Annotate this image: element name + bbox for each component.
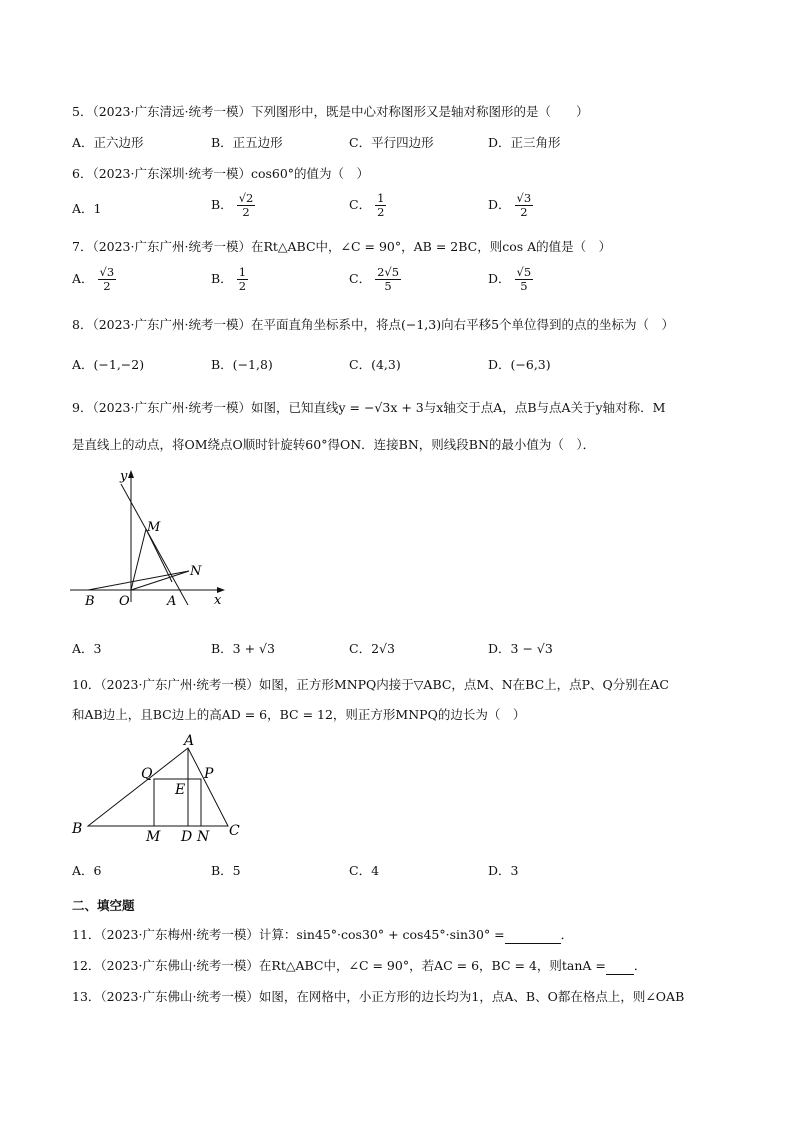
q7-option-b: [211, 266, 248, 293]
q6-b-numerator: √2: [238, 191, 254, 205]
q9-segment-mn: [146, 529, 172, 582]
q7-d-numerator: √5: [516, 265, 532, 279]
q12-stem: 12．（2023·广东佛山·统考一模）在Rt△ABC中，∠C = 90°，若AC = 6，BC = 4，则tanA =: [72, 958, 606, 973]
q5-option-c: C．平行四边形: [349, 135, 434, 150]
q6-c-denominator: 2: [377, 205, 385, 219]
q7-d-label: D．: [488, 271, 511, 286]
q9-label-b: B: [85, 594, 95, 609]
q10-label-b: B: [72, 821, 83, 837]
q12-answer-blank[interactable]: [606, 962, 634, 975]
q7-d-denominator: 5: [520, 279, 528, 293]
q9-option-c: C．2√3: [349, 641, 395, 656]
q5-option-a: A．正六边形: [72, 135, 144, 150]
q9-option-d: D．3 − √3: [488, 641, 553, 656]
q11-answer-blank[interactable]: [505, 931, 561, 944]
q9-option-b: B．3 + √3: [211, 641, 275, 656]
q9-label-o: O: [119, 594, 130, 609]
q6-b-denominator: 2: [242, 205, 250, 219]
q7-b-fraction: [237, 266, 248, 293]
q9-label-n: N: [190, 564, 202, 579]
q10-stem-line2: 和AB边上，且BC边上的高AD = 6，BC = 12，则正方形MNPQ的边长为（ ）: [72, 707, 526, 722]
q10-option-a: A．6: [72, 863, 102, 878]
q8-option-d: D．(−6,3): [488, 357, 551, 372]
q10-label-a: A: [184, 734, 195, 749]
q6-d-label: D．: [488, 197, 511, 212]
q9-label-x: x: [214, 593, 222, 608]
q7-d-fraction: [515, 266, 534, 293]
q6-d-denominator: 2: [520, 205, 528, 219]
q10-option-c: C．4: [349, 863, 380, 878]
q7-option-d: [488, 266, 533, 293]
q9-stem-line1: 9．（2023·广东广州·统考一模）如图，已知直线y = −√3x + 3与x轴交于点A，点B与点A关于y轴对称．M: [72, 400, 666, 415]
q8-option-c: C．(4,3): [349, 357, 401, 372]
q6-option-c: [349, 192, 386, 219]
q8-stem: 8．（2023·广东广州·统考一模）在平面直角坐标系中，将点(−1,3)向右平移5个单位得到的点的坐标为（ ）: [72, 317, 675, 332]
q9-label-a: A: [167, 594, 177, 609]
q11-end: ．: [560, 927, 574, 942]
q7-c-denominator: 5: [384, 279, 392, 293]
q7-b-numerator: 1: [238, 265, 247, 279]
q6-option-b: [211, 192, 255, 219]
q12-line: [72, 957, 646, 975]
q6-d-fraction: [515, 192, 534, 219]
q6-stem: 6．（2023·广东深圳·统考一模）cos60°的值为（ ）: [72, 166, 370, 181]
q12-end: ．: [633, 958, 647, 973]
q7-c-label: C．: [349, 271, 372, 286]
q5-option-b: B．正五边形: [211, 135, 283, 150]
q7-a-numerator: √3: [99, 265, 115, 279]
q10-label-d: D: [181, 829, 193, 845]
q6-option-a: A．1: [72, 201, 102, 216]
q6-b-label: B．: [211, 197, 233, 212]
q9-label-y: y: [120, 469, 128, 484]
q10-label-n: N: [197, 829, 210, 845]
section-title: 二、填空题: [72, 898, 135, 913]
q10-label-e: E: [175, 782, 186, 798]
q10-label-c: C: [229, 823, 240, 839]
q6-c-numerator: 1: [377, 191, 385, 205]
q9-y-axis-arrow: [128, 470, 134, 478]
q7-option-c: [349, 266, 401, 293]
q10-option-d: D．3: [488, 863, 519, 878]
q5-stem: 5．（2023·广东清远·统考一模）下列图形中，既是中心对称图形又是轴对称图形的是（ ）: [72, 104, 589, 119]
q6-c-label: C．: [349, 197, 372, 212]
q7-a-label: A．: [72, 271, 94, 286]
q7-b-label: B．: [211, 271, 233, 286]
q7-b-denominator: 2: [238, 279, 247, 293]
q7-a-fraction: [98, 266, 117, 293]
q10-figure: [68, 734, 258, 846]
q6-d-numerator: √3: [516, 191, 532, 205]
q10-triangle-abc: [88, 748, 228, 826]
q10-option-b: B．5: [211, 863, 241, 878]
q9-label-m: M: [147, 520, 161, 535]
q10-label-q: Q: [141, 766, 153, 782]
q10-label-m: M: [146, 829, 161, 845]
q9-option-a: A．3: [72, 641, 102, 656]
q7-a-denominator: 2: [103, 279, 111, 293]
q11-line: [72, 926, 573, 944]
q5-option-d: D．正三角形: [488, 135, 561, 150]
q11-stem: 11．（2023·广东梅州·统考一模）计算：sin45°·cos30° + cos45°·sin30° =: [72, 927, 505, 942]
q10-label-p: P: [204, 766, 214, 782]
q7-option-a: [72, 266, 116, 293]
q8-option-b: B．(−1,8): [211, 357, 273, 372]
q9-stem-line2: 是直线上的动点，将OM绕点O顺时针旋转60°得ON．连接BN，则线段BN的最小值为（ ）．: [72, 437, 596, 452]
q6-option-d: [488, 192, 533, 219]
q7-stem: 7．（2023·广东广州·统考一模）在Rt△ABC中，∠C = 90°，AB = 2BC，则cos A的值是（ ）: [72, 239, 612, 254]
q13-stem: 13．（2023·广东佛山·统考一模）如图，在网格中，小正方形的边长均为1，点A、B、O都在格点上，则∠OAB: [72, 989, 685, 1004]
q6-b-fraction: [237, 192, 256, 219]
q6-c-fraction: [375, 192, 386, 219]
q9-figure: [68, 462, 238, 612]
q8-option-a: A．(−1,−2): [72, 357, 145, 372]
q10-stem-line1: 10．（2023·广东广州·统考一模）如图，正方形MNPQ内接于▽ABC，点M、N在BC上，点P、Q分别在AC: [72, 677, 669, 692]
q7-c-fraction: [375, 266, 401, 293]
q7-c-numerator: 2√5: [377, 265, 400, 279]
